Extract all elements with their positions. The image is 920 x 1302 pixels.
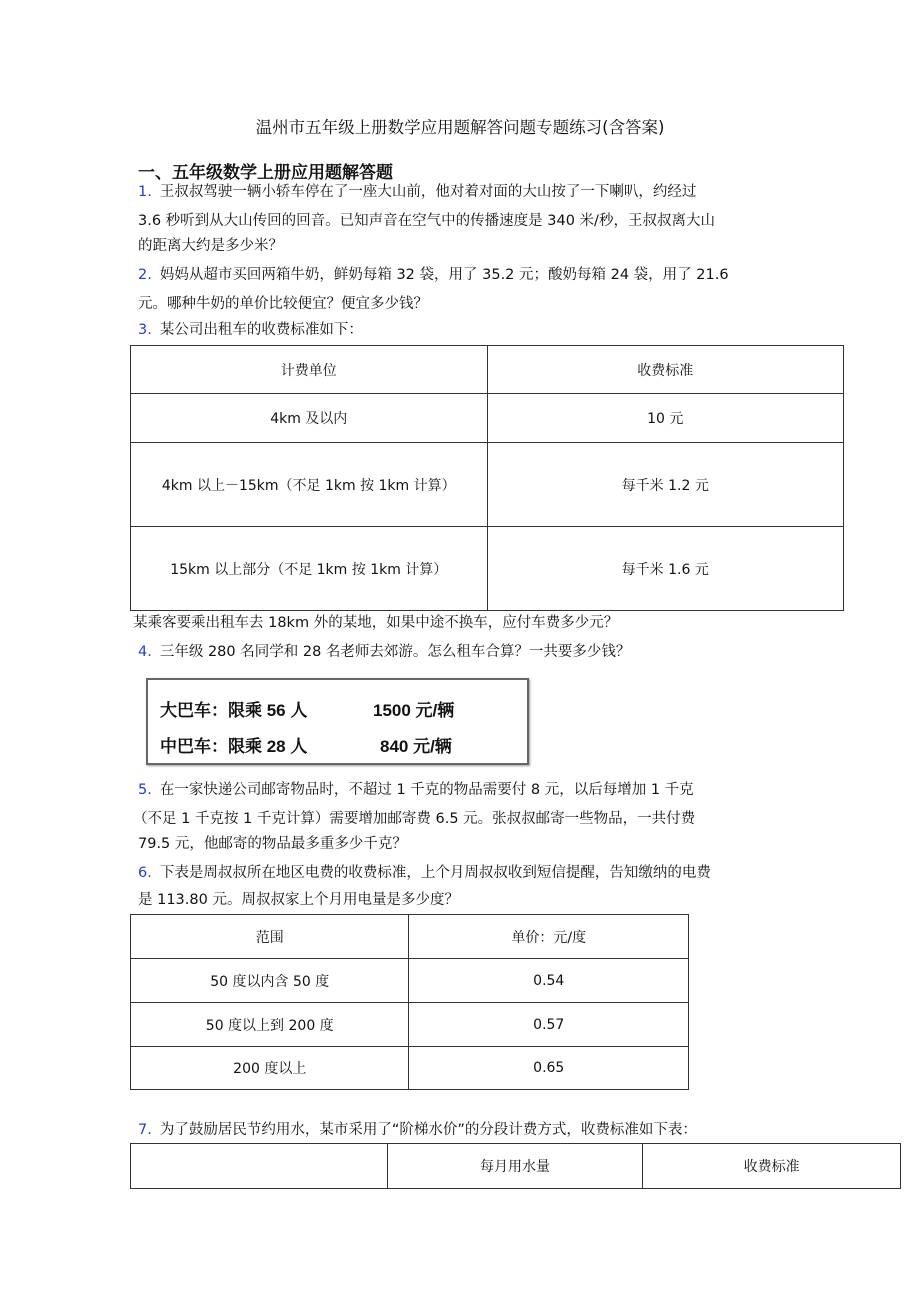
bus-name: 中巴车：限乘 28 人 <box>160 737 308 756</box>
table-cell: 10 元 <box>487 394 844 443</box>
table-cell: 0.57 <box>409 1003 689 1047</box>
q1-line2: 3.6 秒听到从大山传回的回音。已知声音在空气中的传播速度是 340 米/秒，王叔叔离大山 <box>138 213 715 229</box>
q5-text: 在一家快递公司邮寄物品时，不超过 1 千克的物品需要付 8 元，以后每增加 1 千克 <box>159 782 694 798</box>
table-header <box>131 1144 388 1189</box>
table-cell: 4km 以上－15km（不足 1km 按 1km 计算） <box>131 443 488 527</box>
q3-line <box>138 318 363 339</box>
table-cell: 每千米 1.6 元 <box>487 527 844 611</box>
table-cell: 15km 以上部分（不足 1km 按 1km 计算） <box>131 527 488 611</box>
table-cell: 200 度以上 <box>131 1047 409 1090</box>
bus-price-image <box>146 678 529 765</box>
q1-line <box>138 180 696 201</box>
q4-line <box>138 640 630 661</box>
table-header: 范围 <box>131 915 409 959</box>
q6-text: 下表是周叔叔所在地区电费的收费标准，上个月周叔叔收到短信提醒，告知缴纳的电费 <box>159 865 711 881</box>
water-rate-table <box>130 1143 901 1189</box>
taxi-fare-table <box>130 345 844 611</box>
q1-text: 王叔叔驾驶一辆小轿车停在了一座大山前，他对着对面的大山按了一下喇叭，约经过 <box>159 184 697 200</box>
table-header: 每月用水量 <box>387 1144 643 1189</box>
q5-line2: （不足 1 千克按 1 千克计算）需要增加邮寄费 6.5 元。张叔叔邮寄一些物品，一共付费 <box>133 811 696 827</box>
q6-number: 6. <box>138 865 152 881</box>
q4-number: 4. <box>138 644 152 660</box>
q7-number: 7. <box>138 1122 152 1138</box>
q5-line3: 79.5 元，他邮寄的物品最多重多少千克？ <box>138 836 407 852</box>
section-heading: 一、五年级数学上册应用题解答题 <box>138 163 393 183</box>
table-cell: 0.54 <box>409 959 689 1003</box>
table-cell: 4km 及以内 <box>131 394 488 443</box>
table-header: 收费标准 <box>643 1144 901 1189</box>
table-cell: 50 度以内含 50 度 <box>131 959 409 1003</box>
q1-line3: 的距离大约是多少米？ <box>138 238 283 254</box>
table-header: 计费单位 <box>131 346 488 394</box>
q6-line2: 是 113.80 元。周叔叔家上个月用电量是多少度？ <box>138 892 459 908</box>
q6-line <box>138 861 711 882</box>
q1-number: 1. <box>138 184 152 200</box>
bus-price: 840 元/辆 <box>380 737 452 756</box>
q5-line <box>138 778 694 799</box>
table-header: 单价：元/度 <box>409 915 689 959</box>
bus-price: 1500 元/辆 <box>373 701 455 720</box>
bus-name: 大巴车：限乘 56 人 <box>160 701 308 720</box>
q2-line2: 元。哪种牛奶的单价比较便宜？便宜多少钱？ <box>138 296 428 312</box>
q2-text: 妈妈从超市买回两箱牛奶，鲜奶每箱 32 袋，用了 35.2 元；酸奶每箱 24 袋，用了 21.6 <box>159 267 729 283</box>
q3-text: 某公司出租车的收费标准如下： <box>159 322 363 338</box>
table-cell: 50 度以上到 200 度 <box>131 1003 409 1047</box>
q7-line <box>138 1118 697 1139</box>
q3-followup: 某乘客要乘出租车去 18km 外的某地，如果中途不换车，应付车费多少元？ <box>133 615 619 631</box>
electricity-rate-table <box>130 914 689 1090</box>
table-cell: 每千米 1.2 元 <box>487 443 844 527</box>
q3-number: 3. <box>138 322 152 338</box>
q2-line <box>138 263 729 284</box>
table-header: 收费标准 <box>487 346 844 394</box>
document-title: 温州市五年级上册数学应用题解答问题专题练习(含答案) <box>255 118 665 137</box>
q7-text: 为了鼓励居民节约用水，某市采用了“阶梯水价”的分段计费方式，收费标准如下表： <box>159 1122 697 1138</box>
q2-number: 2. <box>138 267 152 283</box>
q4-text: 三年级 280 名同学和 28 名老师去郊游。怎么租车合算？一共要多少钱？ <box>159 644 631 660</box>
q5-number: 5. <box>138 782 152 798</box>
table-cell: 0.65 <box>409 1047 689 1090</box>
